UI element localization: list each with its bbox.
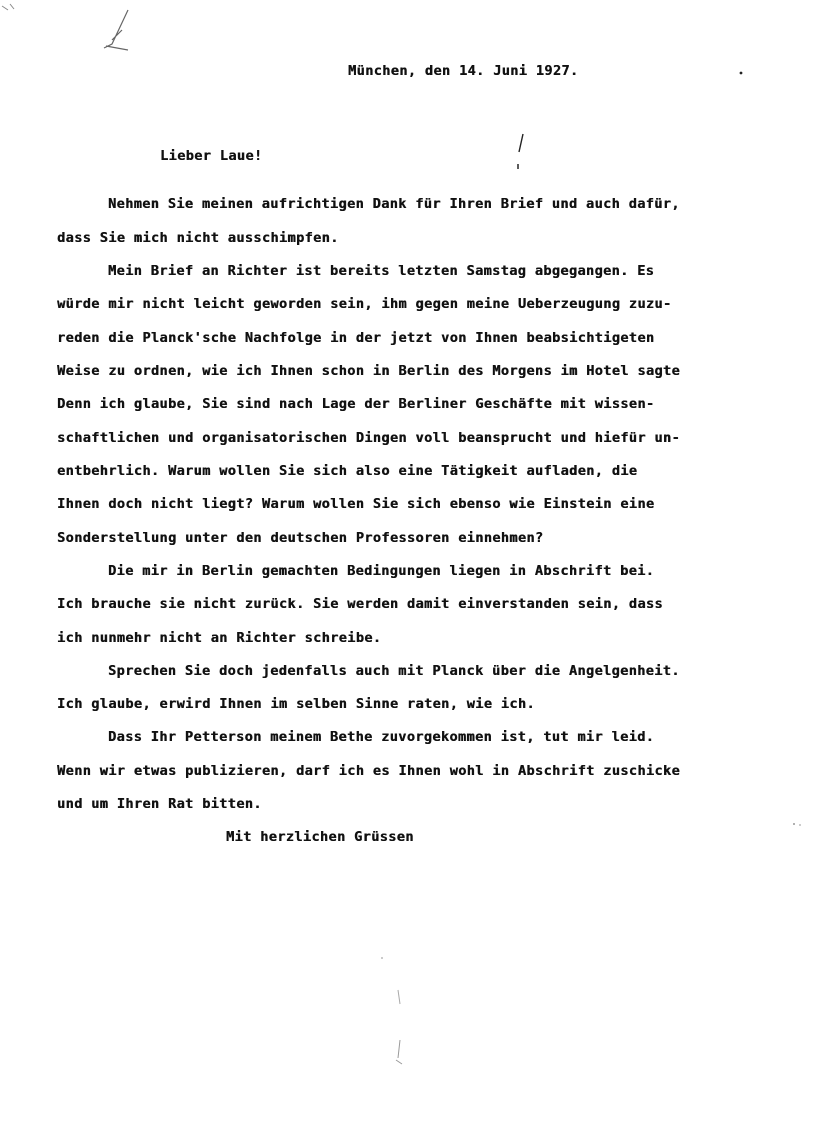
- paper-speck-icon: [790, 818, 806, 830]
- body-line: Dass Ihr Petterson meinem Bethe zuvorgekommen ist, tut mir leid.: [108, 729, 655, 745]
- body-line: schaftlichen und organisatorischen Dingen voll beansprucht und hiefür un-: [57, 430, 680, 446]
- handwritten-mark-icon: [0, 0, 150, 60]
- pencil-stroke-icon: [510, 130, 530, 175]
- body-line: Sprechen Sie doch jedenfalls auch mit Planck über die Angelgenheit.: [108, 663, 680, 679]
- body-line: und um Ihren Rat bitten.: [57, 796, 262, 812]
- body-line: Ich brauche sie nicht zurück. Sie werden damit einverstanden sein, dass: [57, 596, 663, 612]
- body-line: reden die Planck'sche Nachfolge in der jetzt von Ihnen beabsichtigeten: [57, 330, 655, 346]
- body-line: ich nunmehr nicht an Richter schreibe.: [57, 630, 382, 646]
- body-line: Ich glaube, erwird Ihnen im selben Sinne raten, wie ich.: [57, 696, 535, 712]
- body-line: Denn ich glaube, Sie sind nach Lage der Berliner Geschäfte mit wissen-: [57, 396, 655, 412]
- body-line: dass Sie mich nicht ausschimpfen.: [57, 230, 339, 246]
- body-line: würde mir nicht leicht geworden sein, ihm gegen meine Ueberzeugung zuzu-: [57, 296, 672, 312]
- body-line: Sonderstellung unter den deutschen Professoren einnehmen?: [57, 530, 544, 546]
- body-line: Ihnen doch nicht liegt? Warum wollen Sie sich ebenso wie Einstein eine: [57, 496, 655, 512]
- body-line: entbehrlich. Warum wollen Sie sich also eine Tätigkeit aufladen, die: [57, 463, 638, 479]
- faint-pencil-marks-icon: [370, 940, 430, 1100]
- body-line: Wenn wir etwas publizieren, darf ich es Ihnen wohl in Abschrift zuschicke: [57, 763, 680, 779]
- date-line: München, den 14. Juni 1927.: [348, 63, 579, 79]
- body-line: Nehmen Sie meinen aufrichtigen Dank für Ihren Brief und auch dafür,: [108, 196, 680, 212]
- closing: Mit herzlichen Grüssen: [226, 829, 414, 845]
- salutation: Lieber Laue!: [160, 148, 263, 164]
- body-line: Die mir in Berlin gemachten Bedingungen liegen in Abschrift bei.: [108, 563, 655, 579]
- paper-speck-icon: [736, 66, 748, 78]
- body-line: Mein Brief an Richter ist bereits letzten Samstag abgegangen. Es: [108, 263, 655, 279]
- body-line: Weise zu ordnen, wie ich Ihnen schon in Berlin des Morgens im Hotel sagte: [57, 363, 680, 379]
